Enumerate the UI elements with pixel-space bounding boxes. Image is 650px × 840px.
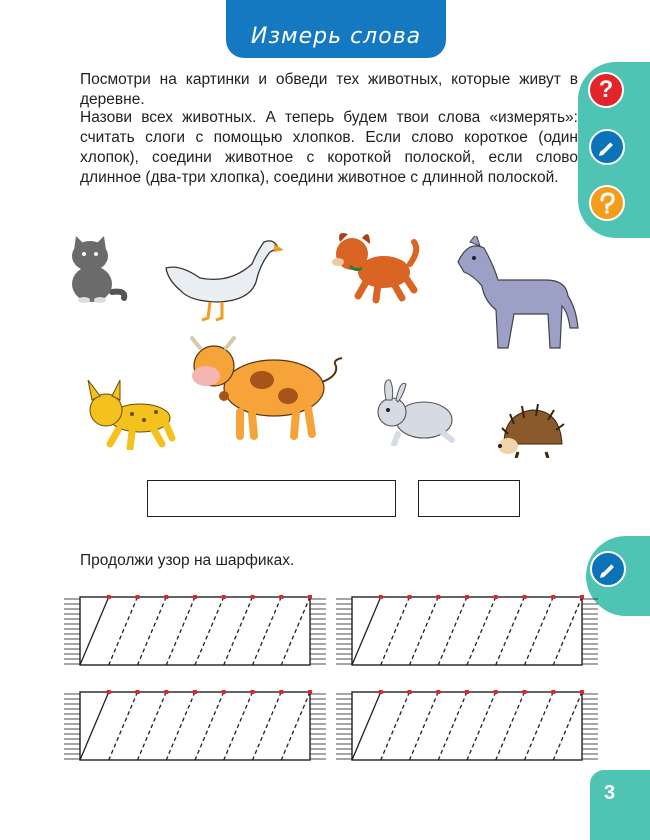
scarf-1[interactable]: [64, 593, 326, 669]
goose-image: [160, 234, 284, 324]
answer-box-long[interactable]: [147, 480, 396, 517]
scarf-3[interactable]: [64, 688, 326, 764]
scarf-2[interactable]: [336, 593, 598, 669]
title-banner: [226, 0, 446, 58]
page-title: Измерь слова: [250, 23, 422, 49]
scarf-4[interactable]: [336, 688, 598, 764]
lynx-image: [82, 380, 178, 450]
cat-image: [62, 232, 130, 304]
pencil-icon-2: [590, 551, 626, 587]
scarf-caption: Продолжи узор на шарфиках.: [80, 552, 295, 569]
instruction-paragraph-2: Назови всех животных. А теперь будем твои слова «измерять»: считать слоги с помощью хлопков. Если слово короткое (один хлопок), соедини животное с короткой полоской, если слово длинное (два-три хлопка), соедини животное с длинной полоской.: [80, 109, 578, 186]
instruction-paragraph-1: Посмотри на картинки и обведи тех животных, которые живут в деревне.: [80, 71, 578, 108]
page-number: 3: [604, 782, 616, 804]
dog-image: [326, 228, 420, 304]
pencil-icon: [589, 129, 625, 165]
question-icon: ?: [588, 72, 624, 108]
horse-image: [450, 236, 582, 354]
hedgehog-image: [496, 404, 566, 458]
page-tab: [590, 770, 650, 840]
cow-image: [186, 336, 348, 440]
rabbit-image: [368, 378, 458, 446]
hint-icon: [589, 185, 625, 221]
answer-box-short[interactable]: [418, 480, 520, 517]
